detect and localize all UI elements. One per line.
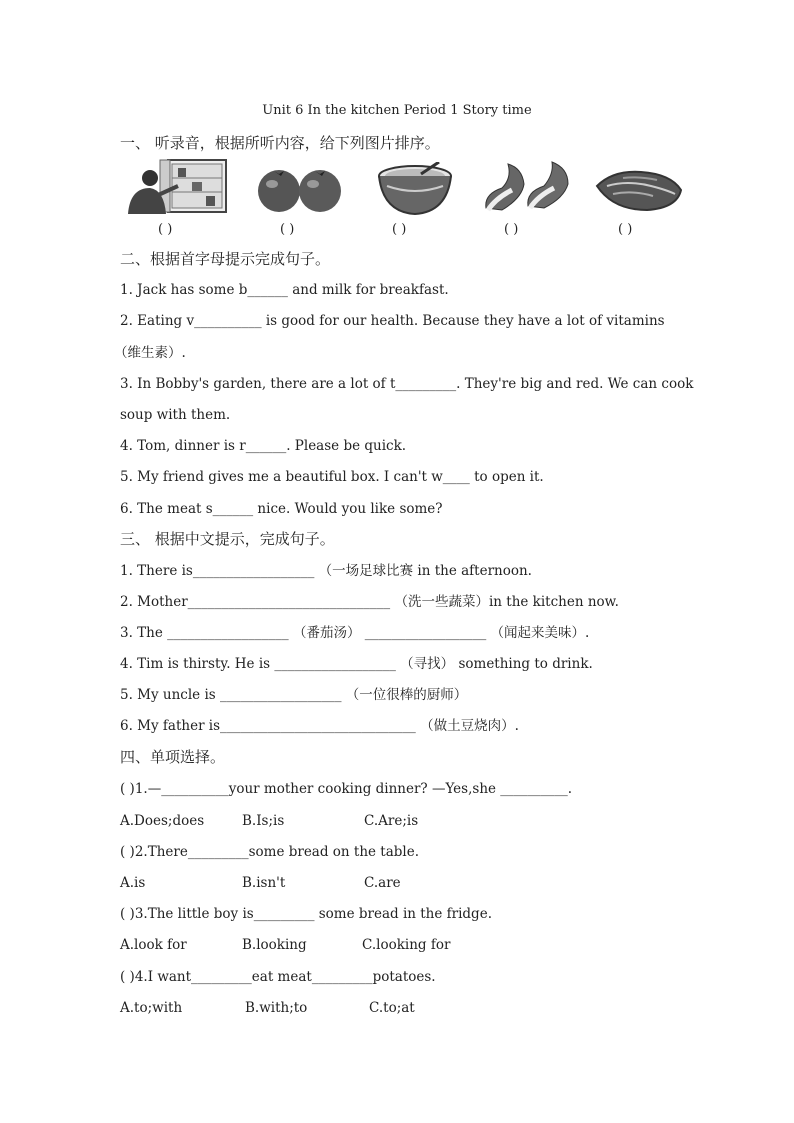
section-2-line: 1. Jack has some b______ and milk for breakfast. — [120, 282, 449, 298]
section-2-line: soup with them. — [120, 407, 231, 423]
option-c: C.to;at — [369, 1000, 415, 1016]
section-2-line: 6. The meat s______ nice. Would you like some? — [120, 501, 443, 517]
picture-4-blank: ( ) — [504, 222, 519, 237]
picture-5-blank: ( ) — [618, 222, 633, 237]
section-2-line: 4. Tom, dinner is r______. Please be quick. — [120, 438, 407, 454]
tomatoes-icon — [256, 164, 346, 218]
section-3-line: 4. Tim is thirsty. He is __________________ （寻找） something to drink. — [120, 656, 593, 672]
question-stem: ( )3.The little boy is_________ some bread in the fridge. — [120, 906, 492, 922]
section-2-line: （维生素）. — [114, 345, 186, 361]
meat-icon — [593, 164, 685, 218]
option-a: A.Does;does — [120, 813, 205, 829]
fridge-boy-icon — [120, 158, 230, 218]
section-3-line: 5. My uncle is __________________ （一位很棒的厨师） — [120, 687, 468, 703]
option-b: B.Is;is — [242, 813, 285, 829]
section-3-line: 3. The __________________ （番茄汤） __________________ （闻起来美味）. — [120, 625, 590, 641]
picture-2-blank: ( ) — [280, 222, 295, 237]
option-b: B.with;to — [245, 1000, 308, 1016]
option-a: A.look for — [120, 937, 187, 953]
question-stem: ( )1.—__________your mother cooking dinner? —Yes,she __________. — [120, 781, 573, 797]
section-3-line: 2. Mother______________________________ （洗一些蔬菜）in the kitchen now. — [120, 594, 619, 610]
soup-bowl-icon — [377, 162, 453, 220]
picture-row — [120, 158, 685, 242]
vegetables-icon — [482, 158, 572, 218]
section-3-heading: 三、 根据中文提示，完成句子。 — [120, 530, 335, 548]
option-b: B.isn't — [242, 875, 286, 891]
section-2-heading: 二、根据首字母提示完成句子。 — [120, 250, 331, 268]
option-b: B.looking — [242, 937, 307, 953]
question-stem: ( )2.There_________some bread on the table. — [120, 844, 420, 860]
question-stem: ( )4.I want_________eat meat_________potatoes. — [120, 969, 436, 985]
picture-3-blank: ( ) — [392, 222, 407, 237]
section-1-heading: 一、 听录音，根据所听内容，给下列图片排序。 — [120, 134, 440, 152]
section-2-line: 2. Eating v__________ is good for our health. Because they have a lot of vitamins — [120, 313, 665, 329]
option-a: A.to;with — [120, 1000, 183, 1016]
section-4-heading: 四、单项选择。 — [120, 748, 226, 766]
option-c: C.Are;is — [364, 813, 419, 829]
worksheet-title: Unit 6 In the kitchen Period 1 Story time — [262, 103, 532, 118]
option-c: C.are — [364, 875, 401, 891]
section-2-line: 3. In Bobby's garden, there are a lot of t_________. They're big and red. We can cook — [120, 376, 694, 392]
section-2-line: 5. My friend gives me a beautiful box. I can't w____ to open it. — [120, 469, 544, 485]
option-c: C.looking for — [362, 937, 451, 953]
section-3-line: 1. There is__________________ （一场足球比赛 in the afternoon. — [120, 563, 532, 579]
section-3-line: 6. My father is_____________________________ （做土豆烧肉）. — [120, 718, 519, 734]
option-a: A.is — [120, 875, 146, 891]
picture-1-blank: ( ) — [158, 222, 173, 237]
